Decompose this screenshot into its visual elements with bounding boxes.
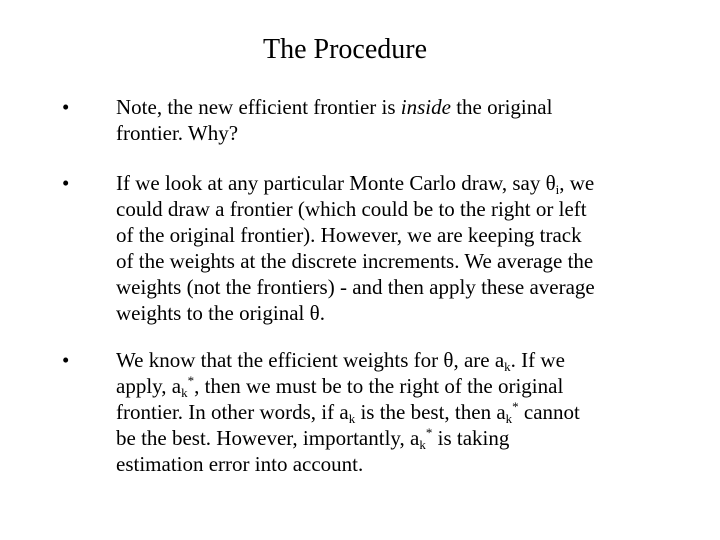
bullet-1: • [62,95,70,119]
superscript: * [187,373,195,388]
subscript: k [348,411,356,426]
p1-line-1 [116,94,646,120]
subscript: k [181,385,188,400]
subscript: k [504,359,511,374]
p2-line-2: could draw a frontier (which could be to the right or left [116,197,587,221]
p3-text: apply, a [116,374,182,398]
p2-text: , we [559,171,595,195]
p3-text: be the best. However, importantly, a [116,426,420,450]
p3-line-1 [116,347,646,373]
subscript: k [419,437,426,452]
p1-text: the original [450,95,553,119]
p1-text: Note, the new efficient frontier is [116,95,401,119]
p2-line-1 [116,170,646,196]
p3-text: cannot [518,400,580,424]
p1-emphasis: inside [400,95,451,119]
p2-line-4: of the weights at the discrete increments. We average the [116,249,594,273]
p2-line-6: weights to the original θ. [116,301,325,325]
p3-text: We know that the efficient weights for θ, are a [116,348,505,372]
paragraph-3 [116,347,646,477]
superscript: * [425,425,433,440]
slide-title: The Procedure [262,34,428,65]
p3-text: is taking [432,426,510,450]
bullet-2: • [62,171,70,195]
p3-line-3 [116,399,646,425]
p3-text: . If we [510,348,565,372]
p3-text: , then we must be to the right of the original [194,374,564,398]
paragraph-1 [116,94,646,146]
p2-line-3: of the original frontier). However, we are keeping track [116,223,582,247]
p3-line-5: estimation error into account. [116,452,364,476]
p1-line-2: frontier. Why? [116,121,239,145]
p2-line-5: weights (not the frontiers) - and then apply these average [116,275,595,299]
paragraph-2 [116,170,646,326]
p3-text: is the best, then a [355,400,506,424]
p3-text: frontier. In other words, if a [116,400,349,424]
p3-line-4 [116,425,646,451]
p2-text: If we look at any particular Monte Carlo draw, say θ [116,171,556,195]
p3-line-2 [116,373,646,399]
bullet-3: • [62,348,70,372]
subscript: k [505,411,513,426]
subscript: i [555,182,560,197]
superscript: * [512,399,519,414]
